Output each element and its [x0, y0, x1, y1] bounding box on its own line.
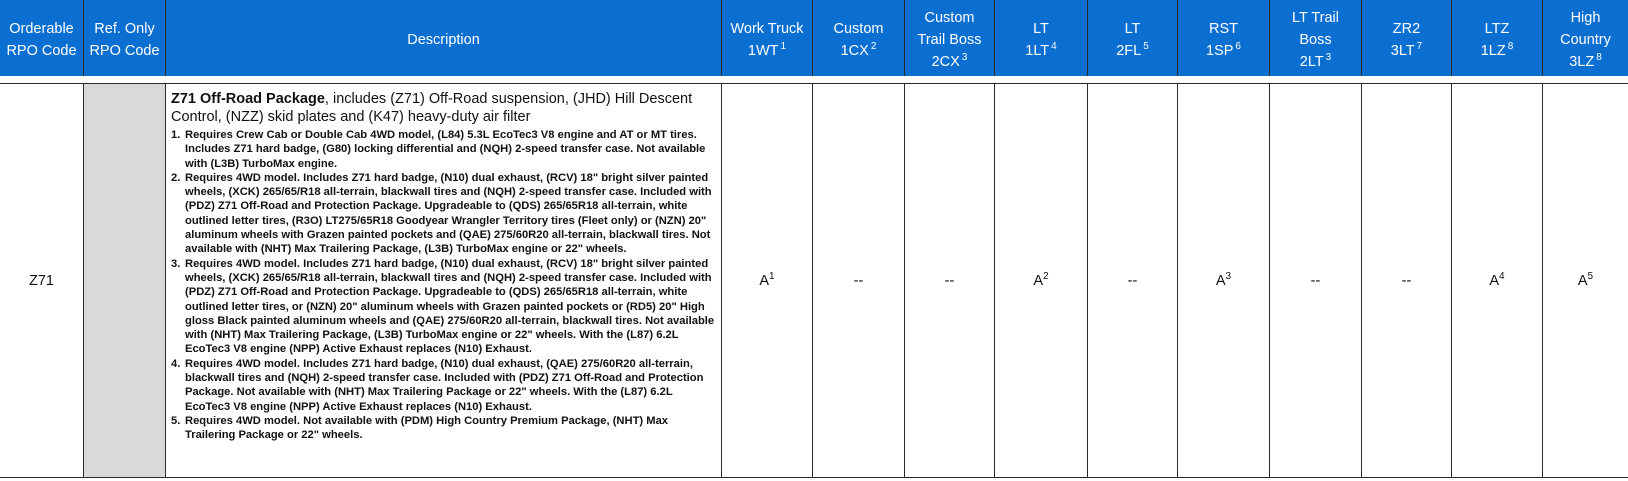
trim-label: Work Truck 1WT	[730, 20, 804, 59]
availability-value: --	[944, 272, 955, 289]
availability-footnote: 3	[1225, 270, 1232, 282]
footnote-item	[171, 257, 717, 357]
availability-value: --	[1401, 272, 1412, 289]
trim-label: LT Trail Boss 2LT	[1291, 9, 1339, 70]
package-name: Z71 Off-Road Package	[171, 91, 325, 107]
trim-label: LT 2FL	[1116, 20, 1142, 59]
trim-footnote: 8	[1596, 51, 1602, 63]
header-description-label: Description	[407, 31, 480, 48]
availability-1wt	[722, 84, 813, 477]
header-trim-2lt	[1270, 0, 1362, 79]
availability-value: --	[1127, 272, 1138, 289]
availability-1lt	[995, 84, 1088, 477]
footnote-item	[171, 414, 717, 443]
header-trim-1sp	[1178, 0, 1270, 79]
availability-footnote: 1	[769, 270, 775, 282]
header-trim-3lz	[1543, 0, 1628, 79]
header-trim-3lt	[1362, 0, 1452, 79]
trim-label: LT 1LT	[1025, 20, 1050, 59]
header-orderable-label: Orderable RPO Code	[6, 20, 77, 59]
availability-value: A	[1577, 272, 1588, 289]
footnote-number: 5.	[171, 414, 181, 427]
footnote-text: Requires 4WD model. Includes Z71 hard badge, (N10) dual exhaust, (RCV) 18" bright silver painted wheels, (XCK) 265/65/R18 all-terrain, blackwall tires and (NQH) 2-speed transfer case. Included with (PDZ) Z71 Off-Road and Protection Package. Upgradeable to (QDS) 265/65R18 all-terrain, white outlined letter tires, (R3O) LT275/65R18 Goodyear Wrangler Territory tires (Fleet only) or (NZN) 20" aluminum wheels with Grazen painted pockets and (QAE) 275/60R20 all-terrain, blackwall tires. Not available with (NHT) Max Trailering Package, (L3B) TurboMax engine or 22" wheels.	[185, 171, 712, 256]
header-trim-1lz	[1452, 0, 1543, 79]
trim-footnote: 5	[1143, 40, 1149, 52]
refonly-rpo-cell	[84, 84, 166, 477]
availability-value: --	[853, 272, 864, 289]
availability-2fl	[1088, 84, 1178, 477]
footnote-text: Requires 4WD model. Includes Z71 hard badge, (N10) dual exhaust, (RCV) 18" bright silver painted wheels, (XCK) 265/65/R18 all-terrain, blackwall tires and (NQH) 2-speed transfer case. Included with (PDZ) Z71 Off-Road and Protection Package. Upgradeable to (QDS) 265/65R18 all-terrain, white outlined letter tires, or (NZN) 20" aluminum wheels with Grazen painted pockets or (RD5) 20" High gloss Black painted aluminum wheels and (QAE) 275/60R20 all-terrain, blackwall tires. Not available with (NHT) Max Trailering Package, (L3B) TurboMax engine or 22" wheels. With the (L87) 6.2L EcoTec3 V8 engine (NPP) Active Exhaust replaces (N10) Exhaust.	[185, 257, 715, 356]
header-refonly-label: Ref. Only RPO Code	[89, 20, 160, 59]
availability-footnote: 2	[1043, 270, 1049, 282]
availability-1sp	[1178, 84, 1270, 477]
trim-footnote: 8	[1507, 40, 1514, 52]
availability-value: A	[759, 272, 770, 289]
package-title	[171, 90, 717, 126]
rpo-code: Z71	[29, 272, 54, 289]
trim-label: ZR2 3LT	[1390, 20, 1421, 59]
availability-value: A	[1489, 272, 1500, 289]
trim-label: RST 1SP	[1206, 20, 1238, 59]
footnote-text: Requires 4WD model. Includes Z71 hard badge, (N10) dual exhaust, (QAE) 275/60R20 all-terrain, blackwall tires and (NQH) 2-speed transfer case. Included with (PDZ) Z71 Off-Road and Protection Package. Not available with (NHT) Max Trailering Package or 22" wheels. With the (L87) 6.2L EcoTec3 V8 engine (NPP) Active Exhaust replaces (N10) Exhaust.	[185, 357, 704, 413]
footnote-text: Requires 4WD model. Not available with (PDM) High Country Premium Package, (NHT) Max Trailering Package or 22" wheels.	[185, 414, 669, 442]
trim-label: Custom 1CX	[833, 20, 884, 59]
description-cell	[166, 84, 722, 477]
trim-label: High Country 3LZ	[1560, 9, 1611, 70]
availability-value: A	[1033, 272, 1044, 289]
trim-footnote: 4	[1051, 40, 1057, 52]
availability-footnote: 4	[1499, 270, 1505, 282]
package-includes: , includes (Z71) Off-Road suspension, (JHD) Hill Descent Control, (NZZ) skid plates and (K47) heavy-duty air filter	[171, 91, 693, 125]
availability-3lz	[1543, 84, 1628, 477]
header-trim-1wt	[722, 0, 813, 79]
footnote-number: 1.	[171, 129, 181, 141]
footnote-item	[171, 128, 717, 171]
trim-footnote: 2	[870, 40, 877, 52]
availability-value: A	[1215, 272, 1226, 289]
availability-1cx	[813, 84, 905, 477]
orderable-rpo-cell	[0, 84, 84, 477]
footnote-item	[171, 171, 717, 257]
trim-footnote: 6	[1235, 40, 1241, 52]
header-separator	[0, 76, 1628, 84]
footnote-list	[171, 128, 717, 443]
trim-footnote: 3	[961, 51, 968, 63]
footnote-number: 3.	[171, 257, 181, 270]
availability-footnote: 5	[1587, 270, 1594, 282]
trim-footnote: 1	[780, 40, 787, 52]
header-trim-2fl	[1088, 0, 1178, 79]
availability-value: --	[1310, 272, 1321, 289]
availability-1lz	[1452, 84, 1543, 477]
footnote-item	[171, 357, 717, 414]
footnote-text: Requires Crew Cab or Double Cab 4WD model, (L84) 5.3L EcoTec3 V8 engine and AT or MT tires. Includes Z71 hard badge, (G80) locking differential and (NQH) 2-speed transfer case. Not available with (L3B) TurboMax engine.	[185, 129, 706, 170]
table-header	[0, 0, 1628, 79]
header-orderable-rpo	[0, 0, 84, 79]
table-bottom-border	[0, 477, 1628, 481]
trim-footnote: 7	[1416, 40, 1423, 52]
header-refonly-rpo	[84, 0, 166, 79]
footnote-number: 2.	[171, 171, 181, 184]
header-trim-1lt	[995, 0, 1088, 79]
footnote-number: 4.	[171, 357, 181, 370]
trim-label: LTZ 1LZ	[1480, 20, 1510, 59]
trim-label: Custom Trail Boss 2CX	[917, 9, 982, 70]
header-trim-1cx	[813, 0, 905, 79]
header-description	[166, 0, 722, 79]
availability-2lt	[1270, 84, 1362, 477]
availability-3lt	[1362, 84, 1452, 477]
availability-2cx	[905, 84, 995, 477]
trim-footnote: 3	[1325, 51, 1332, 63]
header-trim-2cx	[905, 0, 995, 79]
